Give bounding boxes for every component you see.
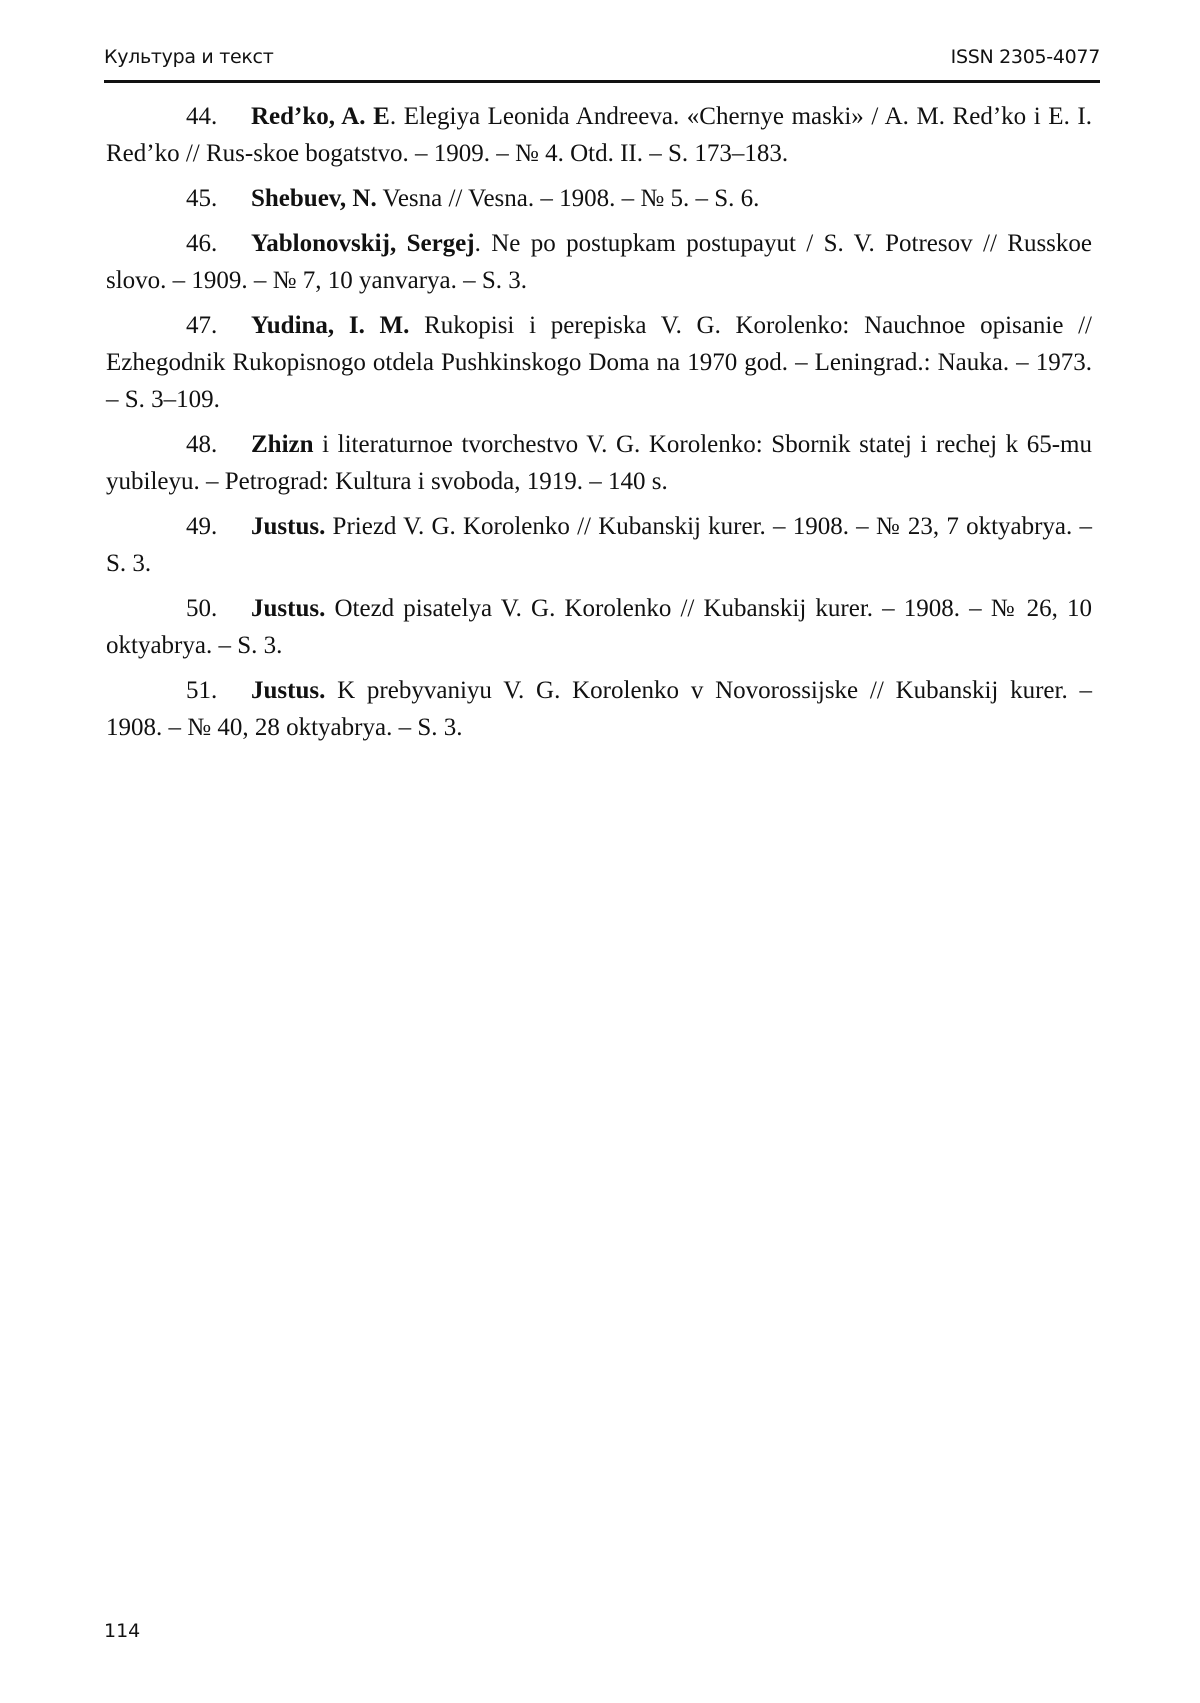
reference-list [106,98,1092,754]
reference-item [106,590,1092,664]
reference-item [106,225,1092,299]
reference-text: . Ne po postupkam postupayut / S. V. Potresov // Russkoe slovo. – 1909. – № 7, 10 yanvarya. – S. 3. [106,230,1092,294]
reference-text: Otezd pisatelya V. G. Korolenko // Kubanskij kurer. – 1908. – № 26, 10 oktyabrya. – S. 3. [106,595,1092,659]
reference-number: 48. [186,431,218,458]
reference-number: 45. [186,185,218,212]
reference-author: Red’ko, A. E [251,103,390,130]
reference-number: 46. [186,230,218,257]
reference-number: 49. [186,513,218,540]
reference-number: 50. [186,595,218,622]
reference-author: Zhizn [251,431,314,458]
reference-text: Priezd V. G. Korolenko // Kubanskij kurer. – 1908. – № 23, 7 oktyabrya. – S. 3. [106,513,1092,577]
reference-text: Rukopisi i perepiska V. G. Korolenko: Nauchnoe opisanie // Ezhegodnik Rukopisnogo otdela Pushkinskogo Doma na 1970 god. – Leningrad.: Nauka. – 1973. – S. 3–109. [106,312,1092,413]
reference-number: 47. [186,312,218,339]
journal-title: Культура и текст [104,46,274,68]
reference-item [106,672,1092,746]
reference-text: K prebyvaniyu V. G. Korolenko v Novorossijske // Kubanskij kurer. – 1908. – № 40, 28 oktyabrya. – S. 3. [106,677,1092,741]
reference-text: i literaturnoe tvorchestvo V. G. Korolenko: Sbornik statej i rechej k 65-mu yubileyu. – Petrograd: Kultura i svoboda, 1919. – 140 s. [106,431,1092,495]
issn-label: ISSN 2305-4077 [950,46,1100,68]
page-number: 114 [104,1620,141,1642]
reference-item [106,426,1092,500]
reference-item [106,98,1092,172]
reference-text: Vesna // Vesna. – 1908. – № 5. – S. 6. [376,185,760,212]
reference-item [106,508,1092,582]
reference-item [106,307,1092,418]
reference-number: 51. [186,677,218,704]
running-header [104,46,1100,83]
reference-author: Yablonovskij, Sergej [251,230,475,257]
reference-item [106,180,1092,217]
reference-author: Yudina, I. M. [251,312,410,339]
reference-author: Shebuev, N. [251,185,377,212]
reference-author: Justus. [251,595,326,622]
reference-author: Justus. [251,677,326,704]
reference-text: . Elegiya Leonida Andreeva. «Chernye maski» / A. M. Red’ko i E. I. Red’ko // Rus-skoe bogatstvo. – 1909. – № 4. Otd. II. – S. 173–183. [106,103,1092,167]
reference-number: 44. [186,103,218,130]
reference-author: Justus. [251,513,326,540]
